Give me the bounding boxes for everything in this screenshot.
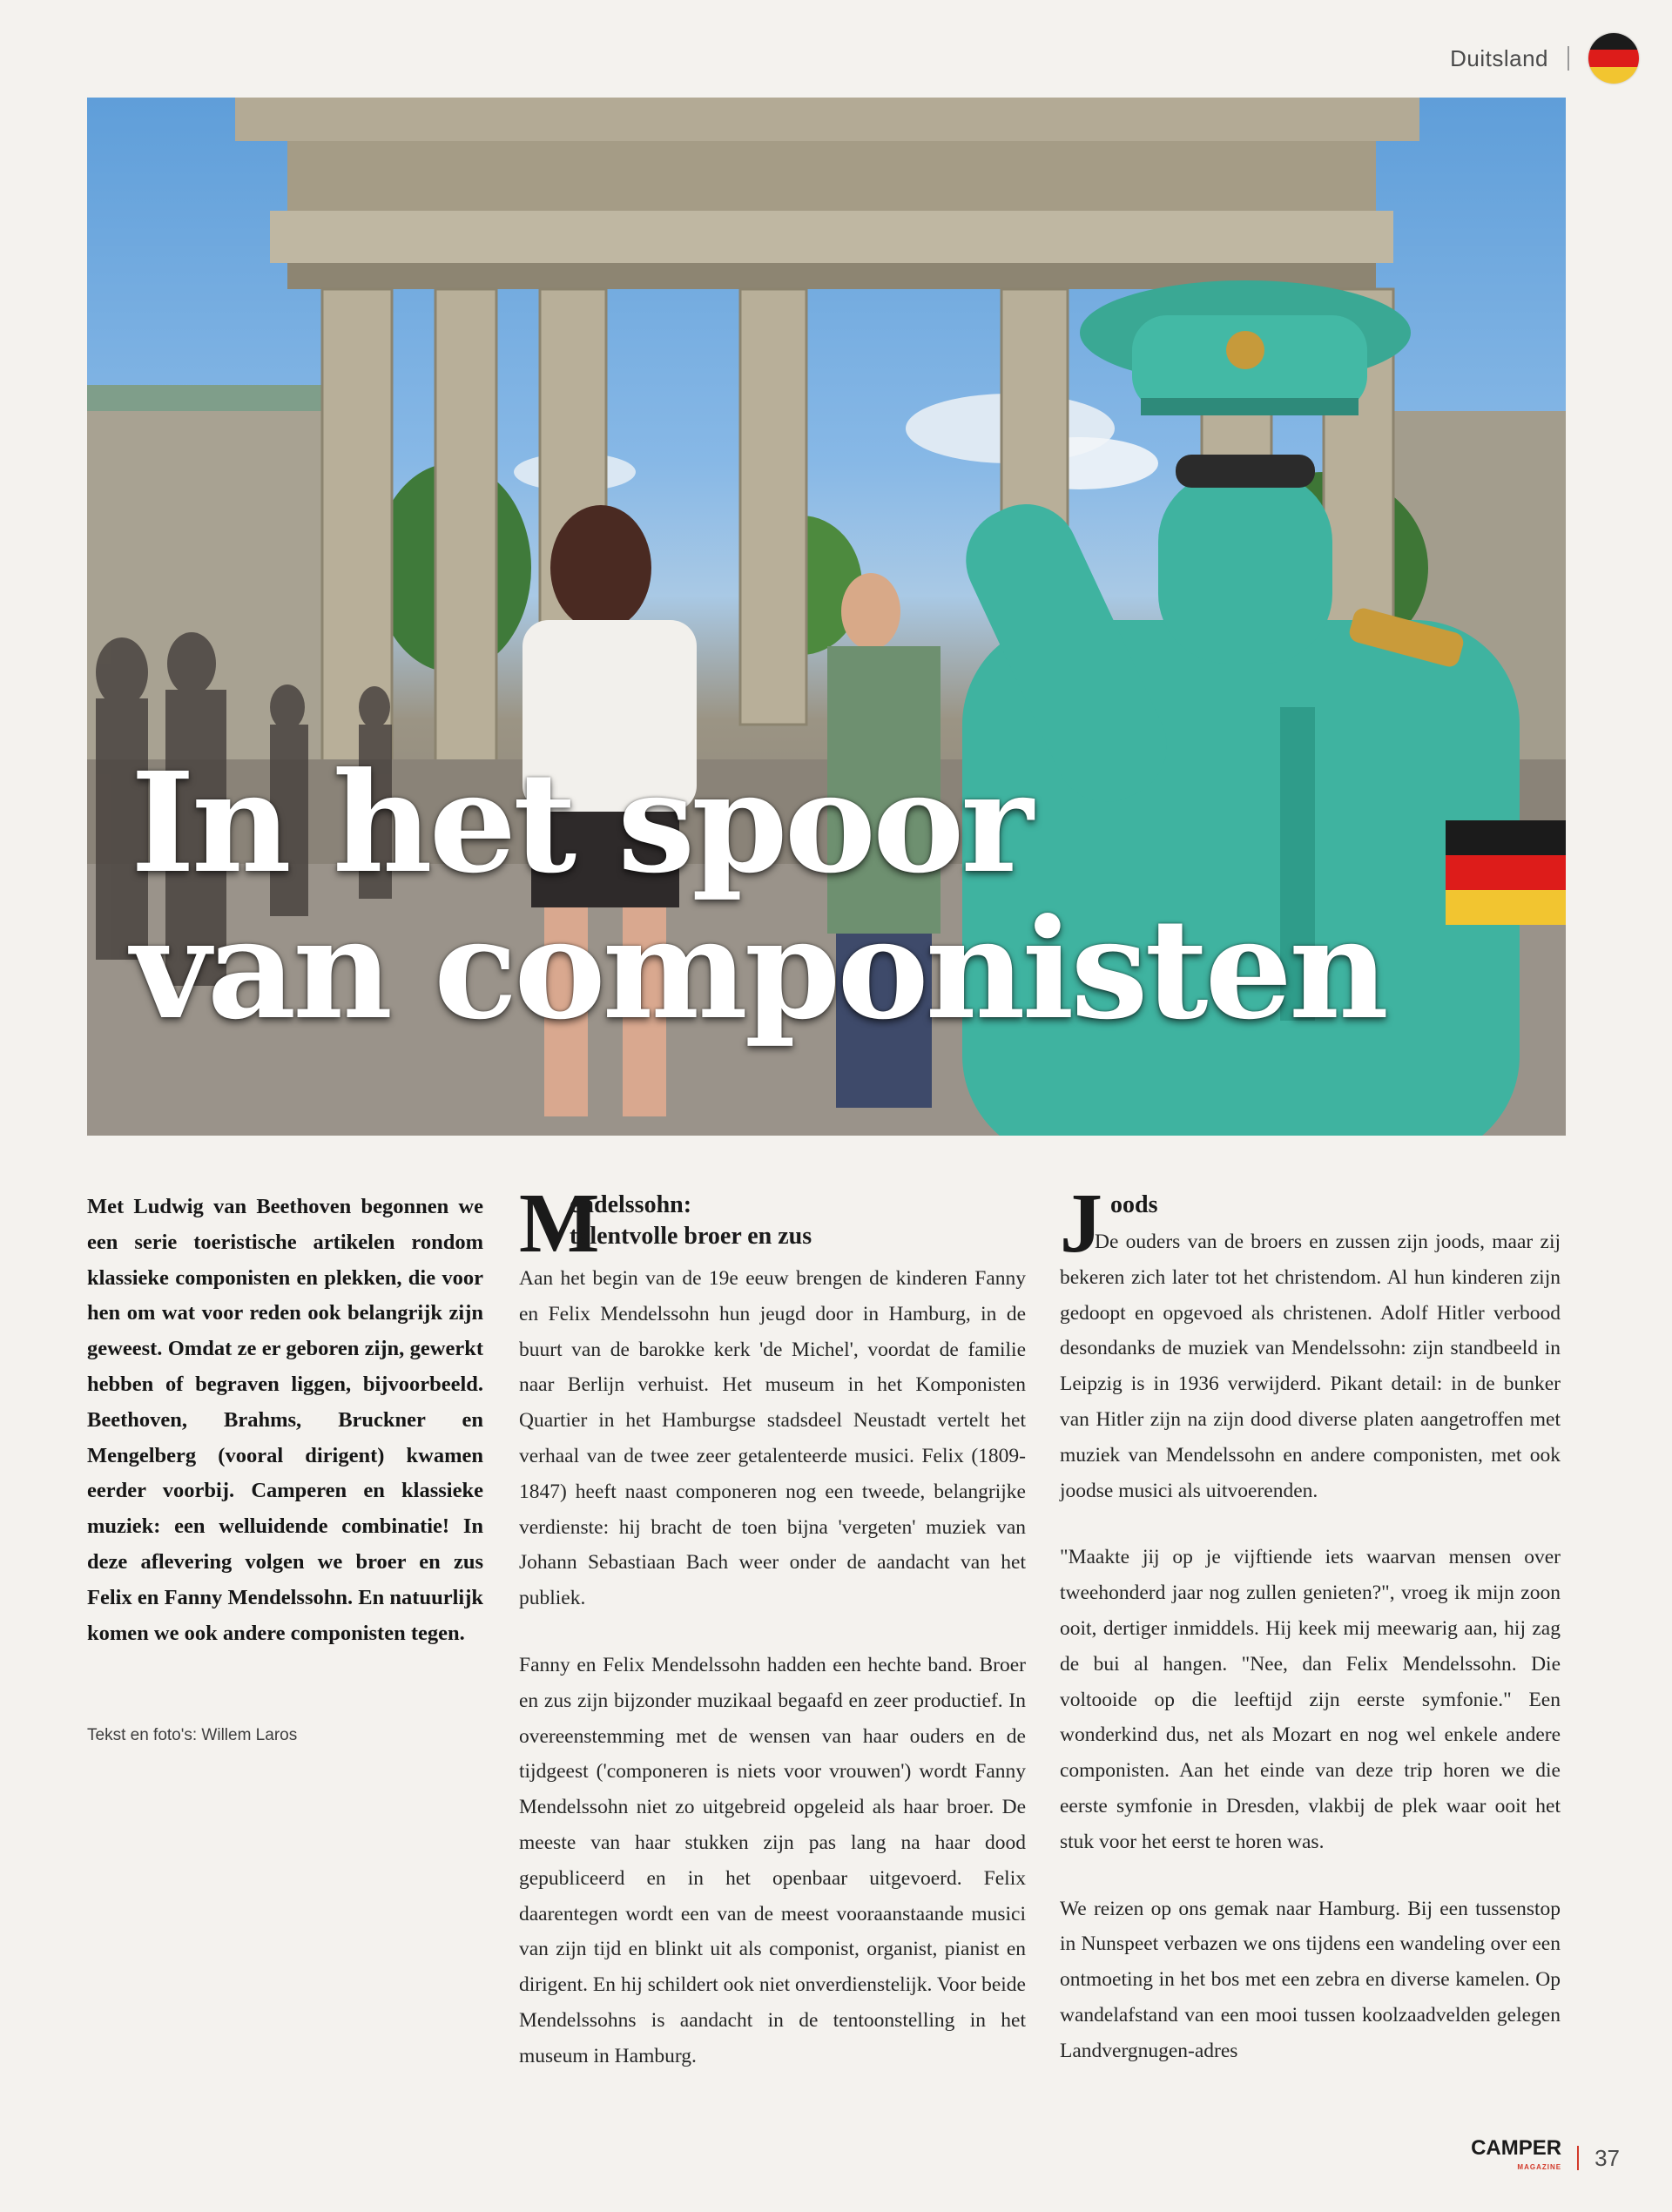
- camper-magazine-logo: [1471, 2136, 1562, 2177]
- footer-divider: [1577, 2146, 1579, 2170]
- body-paragraph: Fanny en Felix Mendelssohn hadden een hechte band. Broer en zus zijn bijzonder muzikaal begaafd en zeer productief. In overeenstemming met de wensen van haar ouders en de tijdgeest ('componeren is niets voor vrouwen') wordt Fanny Mendelssohn niet zo uitgebreid opgeleid als haar broer. De meeste van haar stukken zijn pas lang na haar dood gepubliceerd en in het openbaar uitgevoerd. Felix daarentegen wordt een van de meest vooraanstaande musici van zijn tijd en blinkt uit als componist, organist, pianist en dirigent. En hij schildert ook niet onverdienstelijk. Voor beide Mendelssohns is aandacht in de tentoonstelling in het museum in Hamburg.: [519, 1653, 1026, 2067]
- hero-photo: [87, 98, 1566, 1136]
- section-heading-mendelssohn: [519, 1177, 1026, 1271]
- header-divider: [1568, 46, 1569, 71]
- section-label: Duitsland: [1450, 44, 1548, 71]
- section-heading-joods: [1060, 1177, 1561, 1271]
- brand-name: CAMPER: [1471, 2136, 1562, 2160]
- heading-line-1: endelssohn:: [570, 1191, 692, 1218]
- body-paragraph: Aan het begin van de 19e eeuw brengen de kinderen Fanny en Felix Mendelssohn hun jeugd door in Hamburg, in de buurt van de barokke kerk 'de Michel', voordat de familie naar Berlijn verhuist. Het museum in het Komponisten Quartier in het Hamburgse stadsdeel Neustadt vertelt het verhaal van de twee zeer getalenteerde musici. Felix (1809-1847) heeft naast componeren nog een tweede, belangrijke verdienste: hij bracht de toen bijna 'vergeten' muziek van Johann Sebastiaan Bach weer onder de aandacht van het publiek.: [519, 1267, 1026, 1610]
- brand-sub: MAGAZINE: [1517, 2163, 1562, 2171]
- flag-stripe-red: [1588, 50, 1639, 66]
- intro-paragraph: Met Ludwig van Beethoven begonnen we een serie toeristische artikelen rondom klassieke componisten en plekken, die voor hen om wat voor reden ook belangrijk zijn geweest. Omdat ze er geboren zijn, gewerkt hebben of begraven liggen, bijvoorbeeld. Beethoven, Brahms, Bruckner en Mengelberg (vooral dirigent) kwamen eerder voorbij. Camperen en klassieke muziek: een welluidende combinatie! In deze aflevering volgen we broer en zus Felix en Fanny Mendelssohn. En natuurlijk komen we ook andere componisten tegen.: [87, 1195, 483, 1645]
- page-footer: [1471, 2136, 1620, 2177]
- article-title-line-2: van componisten: [131, 889, 1385, 1050]
- german-flag-icon: [1588, 33, 1639, 84]
- article-title: [131, 743, 1385, 1050]
- intro-column: [87, 1190, 483, 1745]
- article-column-3: [1060, 1177, 1561, 2101]
- dropcap-j: J: [1060, 1177, 1102, 1271]
- flag-stripe-gold: [1588, 67, 1639, 84]
- page-header: [1450, 33, 1639, 84]
- article-column-2: [519, 1177, 1026, 2106]
- section-heading-text: [570, 1190, 812, 1252]
- article-title-line-1: In het spoor: [131, 743, 1030, 904]
- heading-line-2: talentvolle broer en zus: [570, 1223, 812, 1250]
- photo-credit: Tekst en foto's: Willem Laros: [87, 1726, 298, 1745]
- heading-line-1: oods: [1110, 1191, 1158, 1218]
- page-number: 37: [1594, 2144, 1620, 2171]
- body-paragraph: De ouders van de broers en zussen zijn joods, maar zij bekeren zich later tot het christendom. Al hun kinderen zijn gedoopt en opgevoed als christenen. Adolf Hitler verbood desondanks de muziek van Mendelssohn: zijn standbeeld in Leipzig is in 1936 verwijderd. Pikant detail: in de bunker van Hitler zijn na zijn dood diverse platen aangetroffen met muziek van Mendelssohn en andere componisten, met ook joodse musici als uitvoerenden.: [1060, 1231, 1561, 1502]
- flag-stripe-black: [1588, 33, 1639, 50]
- body-paragraph: We reizen op ons gemak naar Hamburg. Bij een tussenstop in Nunspeet verbazen we ons tijdens een wandeling over een ontmoeting in het bos met een zebra en diverse kamelen. Op wandelafstand van een mooi tussen koolzaadvelden gelegen Landvergnugen-adres: [1060, 1897, 1561, 2062]
- dropcap-m: M: [519, 1177, 600, 1271]
- body-paragraph: "Maakte jij op je vijftiende iets waarvan mensen over tweehonderd jaar nog zullen genieten?", vroeg ik mijn zoon ooit, dertiger inmiddels. Hij keek mij meewarig aan, hij zag de bui al hangen. "Nee, dan Felix Mendelssohn. Die voltooide op die leeftijd zijn eerste symfonie." Een wonderkind dus, net als Mozart en nog wel enkele andere componisten. Aan het einde van deze trip horen we die eerste symfonie in Dresden, vlakbij de plek waar ooit het stuk voor het eerst te horen was.: [1060, 1546, 1561, 1853]
- section-heading-text: [1110, 1190, 1157, 1221]
